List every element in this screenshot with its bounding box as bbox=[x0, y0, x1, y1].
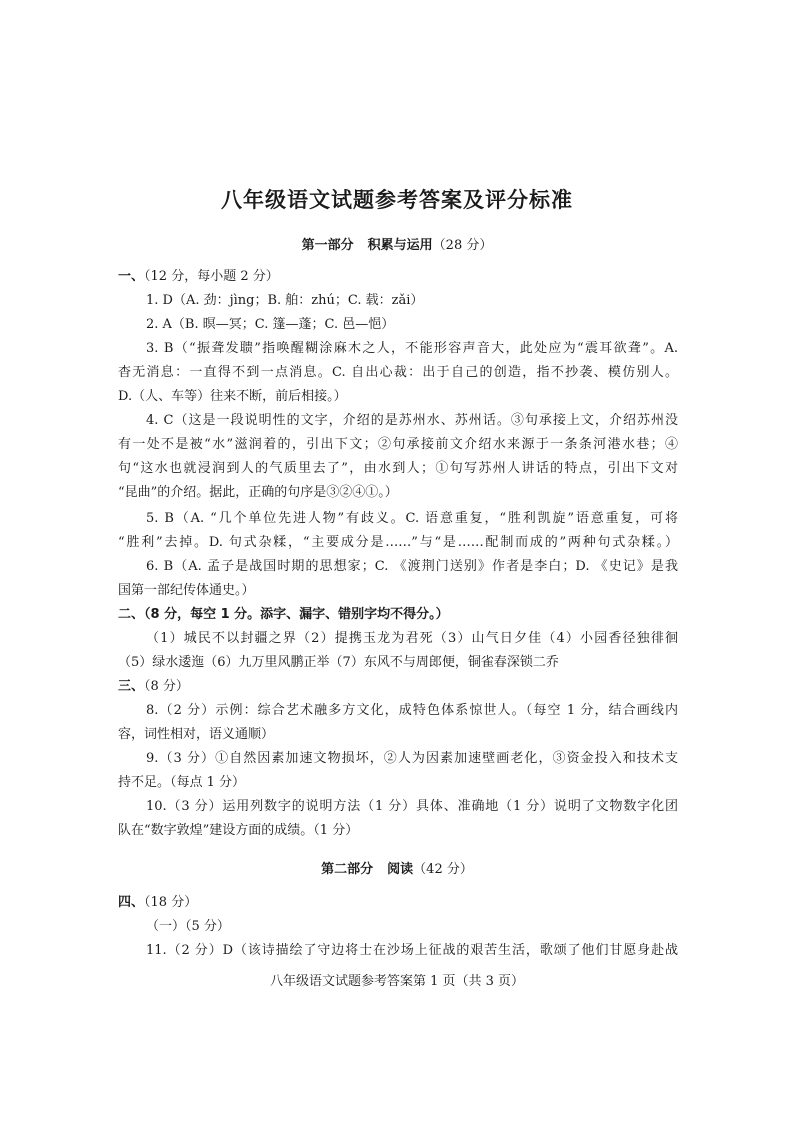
question-10-line-2: 队在“数字敦煌”建设方面的成绩。（1 分） bbox=[118, 823, 359, 838]
question-6-line-2: 国第一部纪传体通史。） bbox=[118, 583, 255, 598]
part-one-heading bbox=[0, 234, 794, 253]
question-9-line-1: 9.（3 分）①自然因素加速文物损坏，②人为因素加速壁画老化，③资金投入和技术支 bbox=[146, 751, 678, 766]
part-two-label: 第二部分 bbox=[321, 862, 374, 877]
question-3-line-3: D.（人、车等）往来不断，前后相接。） bbox=[118, 389, 347, 404]
part-one-score: （28 分） bbox=[432, 238, 493, 253]
question-5-line-2: “胜利”去掉。D. 句式杂糅，“主要成分是……”与“是……配制而成的”两种句式杂糅。） bbox=[118, 535, 678, 550]
part-two-score: （42 分） bbox=[413, 862, 473, 877]
part-two-name: 阅读 bbox=[387, 862, 414, 877]
subsection-one-heading: （一）（5 分） bbox=[146, 919, 230, 934]
section-four-heading bbox=[118, 894, 197, 912]
page-footer: 八年级语文试题参考答案第 1 页（共 3 页） bbox=[269, 974, 525, 989]
part-one-name: 积累与运用 bbox=[367, 238, 433, 253]
question-3-line-2: 杳无消息：一直得不到一点消息。C. 自出心裁：出于自己的创造，指不抄袭、模仿别人。 bbox=[118, 365, 678, 380]
question-6-line-1: 6. B（A. 孟子是战国时期的思想家；C. 《渡荆门送别》作者是李白；D. 《史记》是我 bbox=[146, 559, 678, 574]
question-4-line-4: “昆曲”的介绍。据此，正确的句序是③②④①。） bbox=[118, 485, 398, 500]
section-four-note: （18 分） bbox=[144, 895, 198, 910]
question-11-line-1: 11.（2 分）D（该诗描绘了守边将士在沙场上征战的艰苦生活，歌颂了他们甘愿身赴战 bbox=[146, 943, 678, 958]
section-two-note: （8 分，每空 1 分。添字、漏字、错别字均不得分。） bbox=[144, 607, 449, 622]
section-two-heading bbox=[118, 606, 449, 624]
section-two-answers-line-1: （1）城民不以封疆之界（2）提携玉龙为君死（3）山气日夕佳（4）小园香径独徘徊 bbox=[146, 631, 678, 646]
question-2: 2. A（B. 暝—冥；C. 篷—蓬；C. 邑—悒） bbox=[146, 317, 395, 332]
question-8-line-1: 8.（2 分）示例：综合艺术融多方文化，成特色体系惊世人。（每空 1 分，结合画线内 bbox=[146, 703, 678, 718]
page-title: 八年级语文试题参考答案及评分标准 bbox=[221, 188, 573, 212]
question-9-line-2: 持不足。（每点 1 分） bbox=[118, 775, 246, 790]
question-4-line-2: 有一处不是被“水”滋润着的，引出下文；②句承接前文介绍水来源于一条条河港水巷；④ bbox=[118, 437, 678, 452]
section-one-heading bbox=[118, 268, 279, 286]
section-three-heading bbox=[118, 678, 189, 696]
question-4-line-3: 句“这水也就浸润到人的气质里去了”，由水到人；①句写苏州人讲话的特点，引出下文对 bbox=[118, 461, 678, 476]
part-two-heading bbox=[0, 858, 794, 877]
question-4-line-1: 4. C（这是一段说明性的文字，介绍的是苏州水、苏州话。③句承接上文，介绍苏州没 bbox=[146, 413, 678, 428]
section-three-number: 三、 bbox=[118, 679, 145, 694]
question-1: 1. D（A. 劲：jìng；B. 舶：zhú；C. 载：zǎi） bbox=[146, 293, 424, 308]
section-four-number: 四、 bbox=[118, 895, 145, 910]
part-one-label: 第一部分 bbox=[301, 238, 354, 253]
section-two-number: 二、 bbox=[118, 607, 145, 622]
question-5-line-1: 5. B（A. “几个单位先进人物”有歧义。C. 语意重复，“胜利凯旋”语意重复，可将 bbox=[146, 511, 678, 526]
section-three-note: （8 分） bbox=[144, 679, 189, 694]
section-one-number: 一、 bbox=[118, 269, 145, 284]
question-3-line-1: 3. B（“振聋发聩”指唤醒糊涂麻木之人，不能形容声音大，此处应为“震耳欲聋”。A. bbox=[146, 341, 678, 356]
section-two-answers-line-2: （5）绿水逶迤（6）九万里风鹏正举（7）东风不与周郎便，铜雀春深锁二乔 bbox=[118, 655, 559, 670]
section-one-note: （12 分，每小题 2 分） bbox=[144, 269, 279, 284]
question-10-line-1: 10.（3 分）运用列数字的说明方法（1 分）具体、准确地（1 分）说明了文物数字化团 bbox=[146, 799, 678, 814]
question-8-line-2: 容，词性相对，语义通顺） bbox=[118, 727, 275, 742]
